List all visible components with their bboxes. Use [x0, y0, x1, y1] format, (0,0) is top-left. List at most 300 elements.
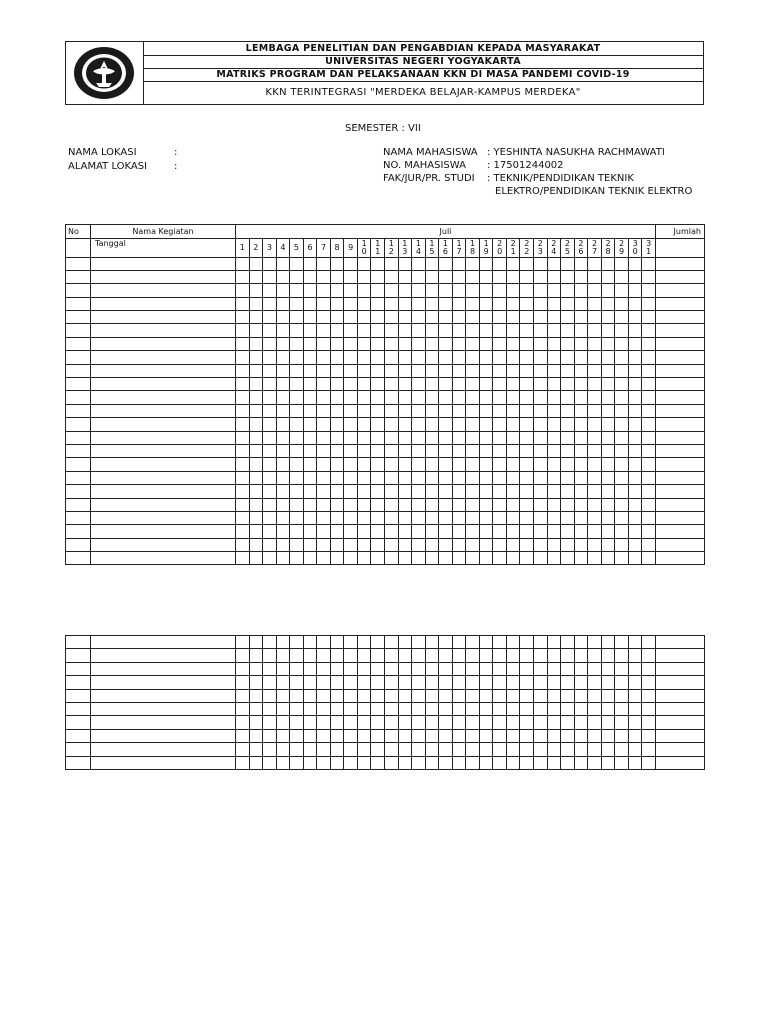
- table-cell: [479, 538, 493, 551]
- table-cell: [574, 498, 588, 511]
- table-cell: [520, 404, 534, 417]
- table-cell: [66, 378, 91, 391]
- table-cell: [547, 311, 561, 324]
- table-cell: [330, 311, 344, 324]
- table-cell: [330, 364, 344, 377]
- table2-cell: [249, 676, 263, 689]
- table-cell: [263, 511, 277, 524]
- table-cell: [506, 284, 520, 297]
- table-cell: [628, 485, 642, 498]
- table2-cell: [574, 662, 588, 675]
- table2-cell: [493, 662, 507, 675]
- day-cell-13: 1 3: [398, 238, 412, 257]
- table-cell: [452, 404, 466, 417]
- table2-cell: [588, 689, 602, 702]
- table-cell: [642, 270, 656, 283]
- table2-cell: [91, 649, 236, 662]
- table-cell: [588, 498, 602, 511]
- table-cell: [601, 498, 615, 511]
- table2-cell: [317, 702, 331, 715]
- table-cell: [412, 284, 426, 297]
- table-cell: [330, 324, 344, 337]
- table-cell: [547, 364, 561, 377]
- table-cell: [412, 378, 426, 391]
- table-cell: [344, 284, 358, 297]
- table-cell: [425, 337, 439, 350]
- day-cell-24: 2 4: [547, 238, 561, 257]
- table-cell: [561, 458, 575, 471]
- table-cell: [506, 485, 520, 498]
- table2-cell: [655, 743, 704, 756]
- table-cell: [357, 471, 371, 484]
- table2-cell: [452, 689, 466, 702]
- table-cell: [628, 471, 642, 484]
- table-cell: [561, 297, 575, 310]
- table2-cell: [263, 716, 277, 729]
- day-cell-12: 1 2: [385, 238, 399, 257]
- table-cell: [249, 364, 263, 377]
- table-cell: [91, 485, 236, 498]
- table-cell: [439, 297, 453, 310]
- table2-cell: [642, 729, 656, 742]
- table2-cell: [66, 649, 91, 662]
- table-cell: [276, 552, 290, 565]
- table2-cell: [561, 649, 575, 662]
- table-cell: [439, 538, 453, 551]
- table-cell: [574, 270, 588, 283]
- table-cell: [574, 311, 588, 324]
- row-header-tanggal: Tanggal: [91, 238, 236, 257]
- table-cell: [642, 364, 656, 377]
- table-cell: [290, 404, 304, 417]
- table-cell: [236, 431, 250, 444]
- table-cell: [290, 552, 304, 565]
- table2-cell: [371, 689, 385, 702]
- table2-cell: [520, 676, 534, 689]
- table-cell: [290, 391, 304, 404]
- table-cell: [385, 498, 399, 511]
- table-cell: [276, 538, 290, 551]
- table-cell: [655, 471, 704, 484]
- table2-cell: [91, 702, 236, 715]
- table2-cell: [439, 716, 453, 729]
- table-cell: [520, 498, 534, 511]
- table-cell: [655, 324, 704, 337]
- table-cell: [547, 378, 561, 391]
- table-cell: [236, 378, 250, 391]
- table-cell: [263, 485, 277, 498]
- table-cell: [574, 418, 588, 431]
- table-cell: [628, 297, 642, 310]
- table-cell: [385, 337, 399, 350]
- table2-cell: [588, 743, 602, 756]
- table2-cell: [520, 702, 534, 715]
- table-cell: [398, 525, 412, 538]
- table2-cell: [303, 716, 317, 729]
- table-cell: [642, 404, 656, 417]
- table2-cell: [493, 689, 507, 702]
- table-cell: [506, 552, 520, 565]
- table-cell: [236, 552, 250, 565]
- table2-cell: [466, 636, 480, 649]
- table-cell: [249, 351, 263, 364]
- table-cell: [317, 364, 331, 377]
- table-cell: [303, 351, 317, 364]
- table-cell: [642, 431, 656, 444]
- table2-cell: [655, 649, 704, 662]
- table2-cell: [466, 689, 480, 702]
- table-cell: [425, 364, 439, 377]
- table2-cell: [317, 716, 331, 729]
- table-cell: [655, 257, 704, 270]
- table-cell: [466, 418, 480, 431]
- table2-cell: [344, 676, 358, 689]
- table-cell: [439, 485, 453, 498]
- table-cell: [642, 284, 656, 297]
- table-cell: [263, 270, 277, 283]
- table-cell: [574, 458, 588, 471]
- table-cell: [371, 364, 385, 377]
- table2-cell: [371, 743, 385, 756]
- table2-cell: [317, 689, 331, 702]
- table-cell: [236, 270, 250, 283]
- table2-cell: [642, 662, 656, 675]
- table-cell: [466, 270, 480, 283]
- table-row: [66, 404, 705, 417]
- table-cell: [290, 297, 304, 310]
- table-cell: [425, 458, 439, 471]
- table2-cell: [344, 716, 358, 729]
- table-cell: [330, 485, 344, 498]
- table-cell: [628, 511, 642, 524]
- table-cell: [588, 324, 602, 337]
- table-cell: [91, 538, 236, 551]
- table-cell: [330, 391, 344, 404]
- table-cell: [561, 404, 575, 417]
- table2-cell: [479, 743, 493, 756]
- table-cell: [601, 552, 615, 565]
- table2-cell: [330, 756, 344, 769]
- table2-row: [66, 649, 705, 662]
- table2-cell: [398, 636, 412, 649]
- table2-cell: [655, 702, 704, 715]
- table2-cell: [506, 689, 520, 702]
- table2-cell: [628, 689, 642, 702]
- table2-cell: [466, 729, 480, 742]
- table-cell: [452, 324, 466, 337]
- table2-cell: [601, 756, 615, 769]
- table-cell: [425, 351, 439, 364]
- table2-cell: [439, 662, 453, 675]
- table2-cell: [425, 743, 439, 756]
- table-cell: [547, 485, 561, 498]
- table-cell: [534, 337, 548, 350]
- table-cell: [493, 297, 507, 310]
- table-cell: [628, 364, 642, 377]
- table-cell: [344, 418, 358, 431]
- table2-cell: [425, 716, 439, 729]
- table-cell: [236, 351, 250, 364]
- table-cell: [290, 431, 304, 444]
- table2-cell: [303, 662, 317, 675]
- table2-cell: [628, 636, 642, 649]
- table-cell: [439, 418, 453, 431]
- table2-cell: [357, 636, 371, 649]
- table-cell: [506, 511, 520, 524]
- table-cell: [493, 337, 507, 350]
- table-cell: [439, 498, 453, 511]
- day-cell-25: 2 5: [561, 238, 575, 257]
- table2-cell: [493, 676, 507, 689]
- table-cell: [249, 404, 263, 417]
- table-cell: [466, 404, 480, 417]
- table-cell: [371, 538, 385, 551]
- table-cell: [249, 431, 263, 444]
- table2-cell: [263, 743, 277, 756]
- table-cell: [412, 270, 426, 283]
- table-cell: [642, 485, 656, 498]
- day-cell-10: 1 0: [357, 238, 371, 257]
- table-cell: [249, 525, 263, 538]
- table-cell: [534, 364, 548, 377]
- table-cell: [628, 525, 642, 538]
- table-cell: [290, 538, 304, 551]
- table2-cell: [66, 743, 91, 756]
- table2-cell: [66, 756, 91, 769]
- table2-cell: [91, 636, 236, 649]
- table-cell: [91, 324, 236, 337]
- table2-cell: [276, 676, 290, 689]
- table-cell: [236, 404, 250, 417]
- table2-cell: [66, 662, 91, 675]
- table2-cell: [479, 662, 493, 675]
- table2-cell: [330, 649, 344, 662]
- table-cell: [520, 351, 534, 364]
- table-row: [66, 418, 705, 431]
- table2-cell: [371, 636, 385, 649]
- table-cell: [330, 257, 344, 270]
- table-cell: [425, 485, 439, 498]
- table-header-row: [66, 225, 705, 239]
- table-row: [66, 311, 705, 324]
- table-cell: [479, 297, 493, 310]
- table2-cell: [534, 636, 548, 649]
- table-cell: [561, 525, 575, 538]
- table-cell: [290, 444, 304, 457]
- table-cell: [236, 525, 250, 538]
- table2-cell: [493, 743, 507, 756]
- table-cell: [439, 324, 453, 337]
- day-cell-8: 8: [330, 238, 344, 257]
- table-cell: [588, 270, 602, 283]
- table2-cell: [655, 662, 704, 675]
- table-cell: [452, 311, 466, 324]
- table-cell: [588, 364, 602, 377]
- table-cell: [466, 498, 480, 511]
- table-cell: [520, 431, 534, 444]
- table-cell: [493, 485, 507, 498]
- table2-cell: [642, 649, 656, 662]
- table-cell: [385, 485, 399, 498]
- table-cell: [452, 364, 466, 377]
- table-date-row: [66, 238, 705, 257]
- table-cell: [357, 552, 371, 565]
- table-cell: [452, 471, 466, 484]
- table-cell: [452, 538, 466, 551]
- table-cell: [642, 297, 656, 310]
- table-cell: [91, 444, 236, 457]
- table-cell: [66, 511, 91, 524]
- table2-cell: [290, 649, 304, 662]
- table-cell: [588, 471, 602, 484]
- table2-cell: [439, 649, 453, 662]
- table2-cell: [466, 649, 480, 662]
- table-cell: [520, 270, 534, 283]
- table2-cell: [574, 702, 588, 715]
- col-header-month: Juli: [236, 225, 656, 239]
- table2-cell: [276, 743, 290, 756]
- header-line-4: KKN TERINTEGRASI "MERDEKA BELAJAR-KAMPUS MERDEKA": [265, 87, 581, 98]
- table-cell: [628, 444, 642, 457]
- table-cell: [588, 525, 602, 538]
- table-cell: [655, 337, 704, 350]
- table2-cell: [66, 689, 91, 702]
- table2-cell: [249, 662, 263, 675]
- table-cell: [66, 498, 91, 511]
- table-cell: [371, 444, 385, 457]
- table-cell: [466, 431, 480, 444]
- table2-cell: [357, 716, 371, 729]
- table-cell: [452, 257, 466, 270]
- table2-cell: [642, 743, 656, 756]
- table-cell: [249, 297, 263, 310]
- table2-cell: [452, 716, 466, 729]
- table-cell: [398, 257, 412, 270]
- table-cell: [506, 431, 520, 444]
- table-row: [66, 284, 705, 297]
- table-cell: [601, 257, 615, 270]
- table2-cell: [290, 676, 304, 689]
- table2-cell: [357, 649, 371, 662]
- day-cell-16: 1 6: [439, 238, 453, 257]
- table-cell: [371, 311, 385, 324]
- table-cell: [317, 404, 331, 417]
- table2-cell: [479, 756, 493, 769]
- table2-cell: [520, 649, 534, 662]
- table-cell: [452, 270, 466, 283]
- table-cell: [601, 525, 615, 538]
- table-cell: [534, 511, 548, 524]
- activity-matrix-table-2: [65, 635, 705, 770]
- table2-cell: [493, 729, 507, 742]
- table-cell: [452, 418, 466, 431]
- table-cell: [398, 270, 412, 283]
- table-cell: [506, 351, 520, 364]
- table2-cell: [534, 743, 548, 756]
- table-cell: [561, 431, 575, 444]
- table-cell: [601, 444, 615, 457]
- table-cell: [588, 311, 602, 324]
- table-cell: [628, 404, 642, 417]
- table-cell: [642, 538, 656, 551]
- table2-cell: [249, 702, 263, 715]
- table-cell: [642, 471, 656, 484]
- table-cell: [66, 444, 91, 457]
- table2-cell: [615, 756, 629, 769]
- table-row: [66, 511, 705, 524]
- table-cell: [425, 311, 439, 324]
- table-cell: [276, 404, 290, 417]
- table-cell: [588, 458, 602, 471]
- table2-cell: [263, 729, 277, 742]
- fak-jur-value-cont: ELEKTRO/PENDIDIKAN TEKNIK ELEKTRO: [495, 186, 693, 197]
- table2-cell: [547, 756, 561, 769]
- table2-cell: [479, 636, 493, 649]
- table-cell: [547, 538, 561, 551]
- table-cell: [91, 311, 236, 324]
- table-cell: [601, 351, 615, 364]
- table-cell: [357, 391, 371, 404]
- table-cell: [236, 511, 250, 524]
- table-cell: [249, 458, 263, 471]
- table-cell: [425, 444, 439, 457]
- table-cell: [276, 498, 290, 511]
- table-cell: [412, 485, 426, 498]
- table-cell: [303, 525, 317, 538]
- table-cell: [91, 284, 236, 297]
- table-cell: [385, 257, 399, 270]
- table-cell: [628, 351, 642, 364]
- table-cell: [601, 471, 615, 484]
- table2-cell: [506, 676, 520, 689]
- nama-lokasi-label: NAMA LOKASI: [68, 147, 137, 158]
- table2-cell: [317, 636, 331, 649]
- table-cell: [385, 324, 399, 337]
- table2-cell: [439, 689, 453, 702]
- table-cell: [330, 498, 344, 511]
- table2-cell: [520, 716, 534, 729]
- table2-cell: [412, 756, 426, 769]
- table-cell: [412, 324, 426, 337]
- table-cell: [506, 458, 520, 471]
- table-cell: [493, 511, 507, 524]
- table-cell: [452, 391, 466, 404]
- table-cell: [303, 257, 317, 270]
- table2-cell: [385, 716, 399, 729]
- table2-cell: [439, 743, 453, 756]
- table-cell: [317, 257, 331, 270]
- table2-cell: [588, 636, 602, 649]
- table-cell: [412, 391, 426, 404]
- table-cell: [547, 337, 561, 350]
- col-header-no: No: [66, 225, 91, 239]
- day-cell-29: 2 9: [615, 238, 629, 257]
- table-cell: [479, 552, 493, 565]
- table-cell: [236, 498, 250, 511]
- table2-cell: [303, 689, 317, 702]
- table-cell: [412, 471, 426, 484]
- table-cell: [615, 538, 629, 551]
- table2-cell: [452, 702, 466, 715]
- table2-cell: [344, 649, 358, 662]
- table-cell: [506, 311, 520, 324]
- table-cell: [263, 351, 277, 364]
- table-cell: [547, 471, 561, 484]
- table2-cell: [561, 743, 575, 756]
- table-cell: [628, 418, 642, 431]
- table2-cell: [628, 743, 642, 756]
- table-cell: [344, 257, 358, 270]
